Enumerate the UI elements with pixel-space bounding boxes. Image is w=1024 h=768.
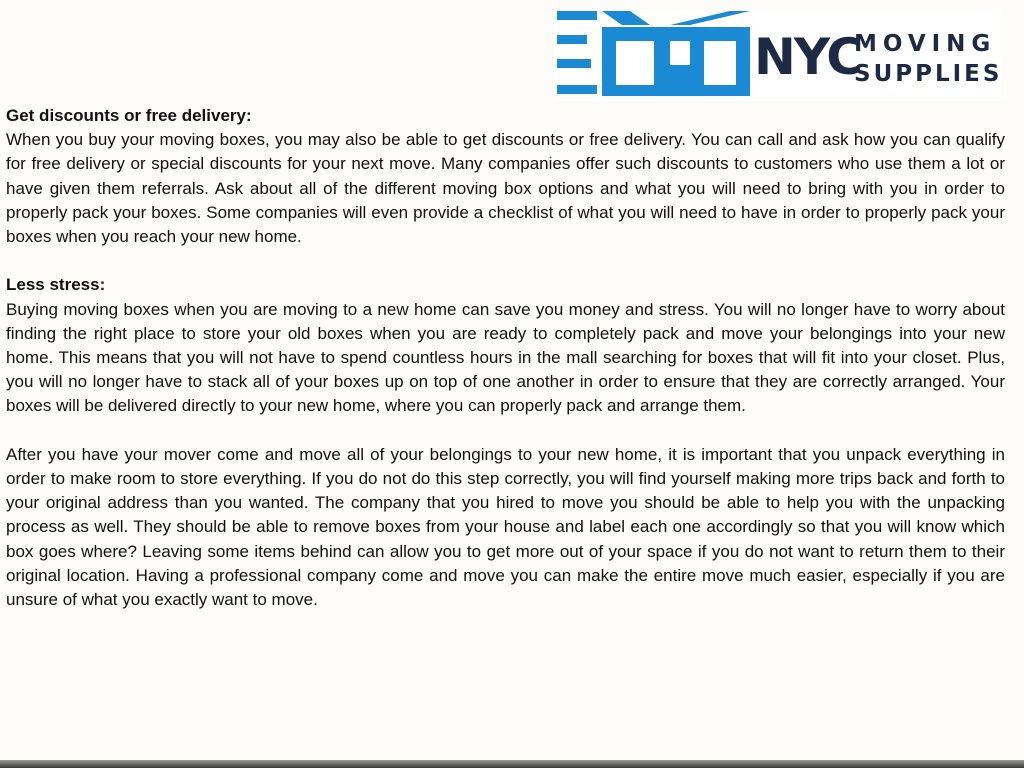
logo-line-moving: MOVING (854, 31, 997, 57)
section-paragraph: When you buy your moving boxes, you may also be able to get discounts or free delivery. You can call and ask how you can qualify for free delivery or special discounts for your next move. Many companies offer such discounts to customers who use them a lot or have given them referrals. Ask about all of the different moving box options and what you will need to bring with you in order to properly pack your boxes. Some companies will even provide a checklist of what you will need to have in order to properly pack your boxes when you reach your new home. (6, 130, 1005, 247)
section-paragraph: After you have your mover come and move all of your belongings to your new home, it is important that you unpack everything in order to make room to store everything. If you do not do this step correctly, you will find yourself making more trips back and forth to your original address than you wanted. The company that you hired to move you should be able to help you with the unpacking process as well. They should be able to remove boxes from your house and label each one accordingly so that you will know which box goes where? Leaving some items behind can allow you to get more out of your space if you do not want to return them to their original location. Having a professional company come and move you can make the entire move much easier, especially if you are unsure of what you exactly want to move. (6, 444, 1005, 610)
section-paragraph: Buying moving boxes when you are moving to a new home can save you money and stress. You will no longer have to worry about finding the right place to store your old boxes when you are ready to completely pack and move your belongings into your new home. This means that you will not have to spend countless hours in the mall searching for boxes that will fit into your closet. Plus, you will no longer have to stack all of your boxes up on top of one another in order to ensure that they are correctly arranged. Your boxes will be delivered directly to your new home, where you can properly pack and arrange them. (6, 299, 1005, 416)
paragraph-spacer (6, 249, 1005, 273)
section-heading: Get discounts or free delivery: (6, 106, 252, 125)
nyc-moving-supplies-logo (554, 9, 1002, 101)
section-heading: Less stress: (6, 275, 106, 295)
article-content (6, 104, 1005, 612)
logo-line-supplies: SUPPLIES (854, 61, 1003, 87)
bottom-border (0, 760, 1024, 768)
logo-brand-letters: NYC (754, 28, 861, 86)
paragraph-spacer (6, 419, 1005, 443)
